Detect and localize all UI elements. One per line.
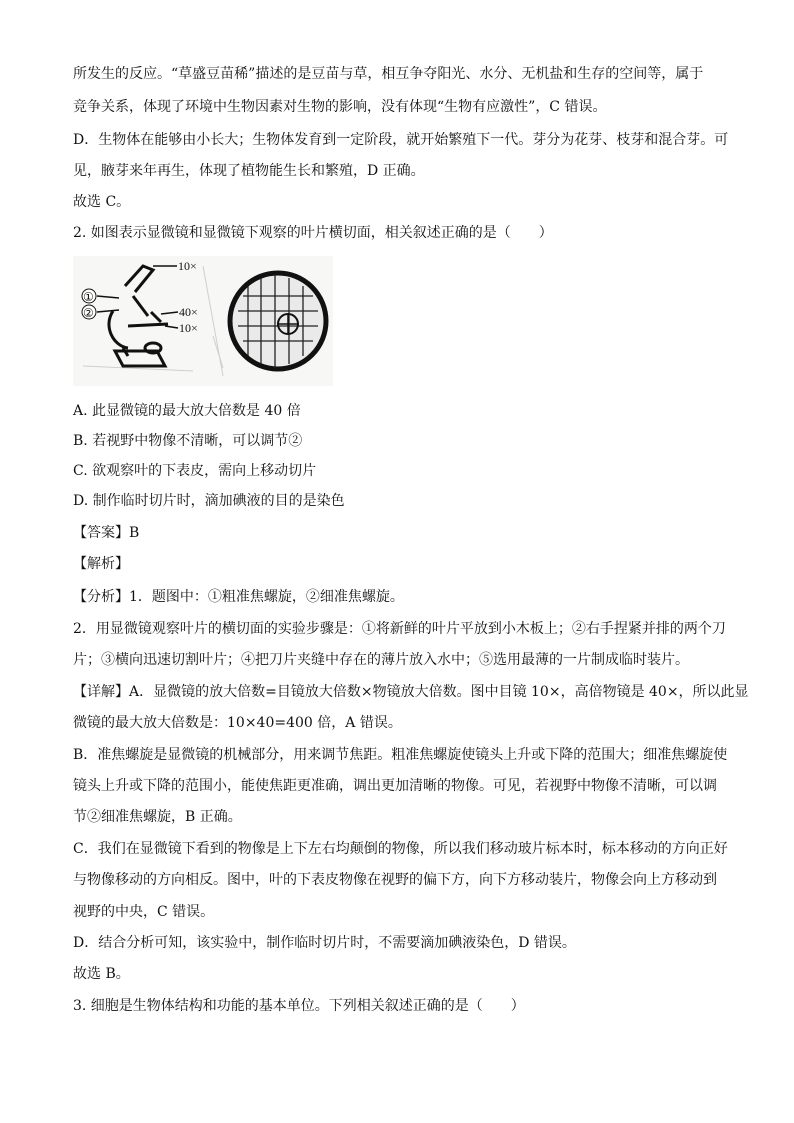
question-3-stem: 3. 细胞是生物体结构和功能的基本单位。下列相关叙述正确的是（ ） — [73, 998, 525, 1014]
objective-high-label: 40× — [179, 305, 198, 319]
text-line: 故选 C。 — [73, 194, 131, 210]
eyepiece-label: 10× — [178, 259, 197, 273]
text-line: 见，腋芽来年再生，体现了植物能生长和繁殖，D 正确。 — [73, 163, 425, 179]
answer-line: 【答案】B — [73, 525, 140, 541]
fine-focus-label: ② — [83, 306, 94, 320]
analysis-heading: 【解析】 — [73, 556, 129, 572]
text-line: D．生物体在能够由小长大；生物体发育到一定阶段，就开始繁殖下一代。芽分为花芽、枝芽和混合芽。可 — [73, 132, 729, 148]
text-line: 故选 B。 — [73, 966, 130, 982]
text-line: 节②细准焦螺旋，B 正确。 — [73, 809, 242, 825]
text-line: 片；③横向迅速切割叶片；④把刀片夹缝中存在的薄片放入水中；⑤选用最薄的一片制成临时装片。 — [73, 652, 689, 668]
text-line: 【分析】1．题图中：①粗准焦螺旋，②细准焦螺旋。 — [73, 589, 404, 605]
text-line: D．结合分析可知，该实验中，制作临时切片时，不需要滴加碘液染色，D 错误。 — [73, 935, 576, 951]
microscope-figure — [73, 256, 333, 386]
text-line: 2．用显微镜观察叶片的横切面的实验步骤是：①将新鲜的叶片平放到小木板上；②右手捏紧并排的两个刀 — [73, 621, 726, 637]
text-line: 竞争关系，体现了环境中生物因素对生物的影响，没有体现“生物有应激性”，C 错误。 — [73, 99, 607, 115]
option-b: B. 若视野中物像不清晰，可以调节② — [73, 433, 303, 449]
text-line: 微镜的最大放大倍数是：10×40=400 倍，A 错误。 — [73, 715, 402, 731]
objective-low-label: 10× — [179, 321, 198, 335]
text-line: 【详解】A．显微镜的放大倍数=目镜放大倍数×物镜放大倍数。图中目镜 10×，高倍物镜是 40×，所以此显 — [73, 684, 749, 700]
leaf-cross-section-image — [230, 273, 326, 369]
text-line: C．我们在显微镜下看到的物像是上下左右均颠倒的物像，所以我们移动玻片标本时，标本移动的方向正好 — [73, 841, 728, 857]
coarse-focus-label: ① — [83, 290, 94, 304]
text-line: 与物像移动的方向相反。图中，叶的下表皮物像在视野的偏下方，向下方移动装片，物像会向上方移动到 — [73, 872, 717, 888]
text-line: 所发生的反应。“草盛豆苗稀”描述的是豆苗与草，相互争夺阳光、水分、无机盐和生存的空间等，属于 — [73, 66, 704, 82]
text-line: 视野的中央，C 错误。 — [73, 904, 215, 920]
option-a: A. 此显微镜的最大放大倍数是 40 倍 — [73, 403, 301, 419]
text-line: 镜头上升或下降的范围小，能使焦距更准确，调出更加清晰的物像。可见，若视野中物像不清晰，可以调 — [73, 778, 717, 794]
option-c: C. 欲观察叶的下表皮，需向上移动切片 — [73, 463, 317, 479]
question-2-stem: 2. 如图表示显微镜和显微镜下观察的叶片横切面，相关叙述正确的是（ ） — [73, 225, 553, 241]
option-d: D. 制作临时切片时，滴加碘液的目的是染色 — [73, 493, 345, 509]
text-line: B．准焦螺旋是显微镜的机械部分，用来调节焦距。粗准焦螺旋使镜头上升或下降的范围大；细准焦螺旋使 — [73, 747, 728, 763]
